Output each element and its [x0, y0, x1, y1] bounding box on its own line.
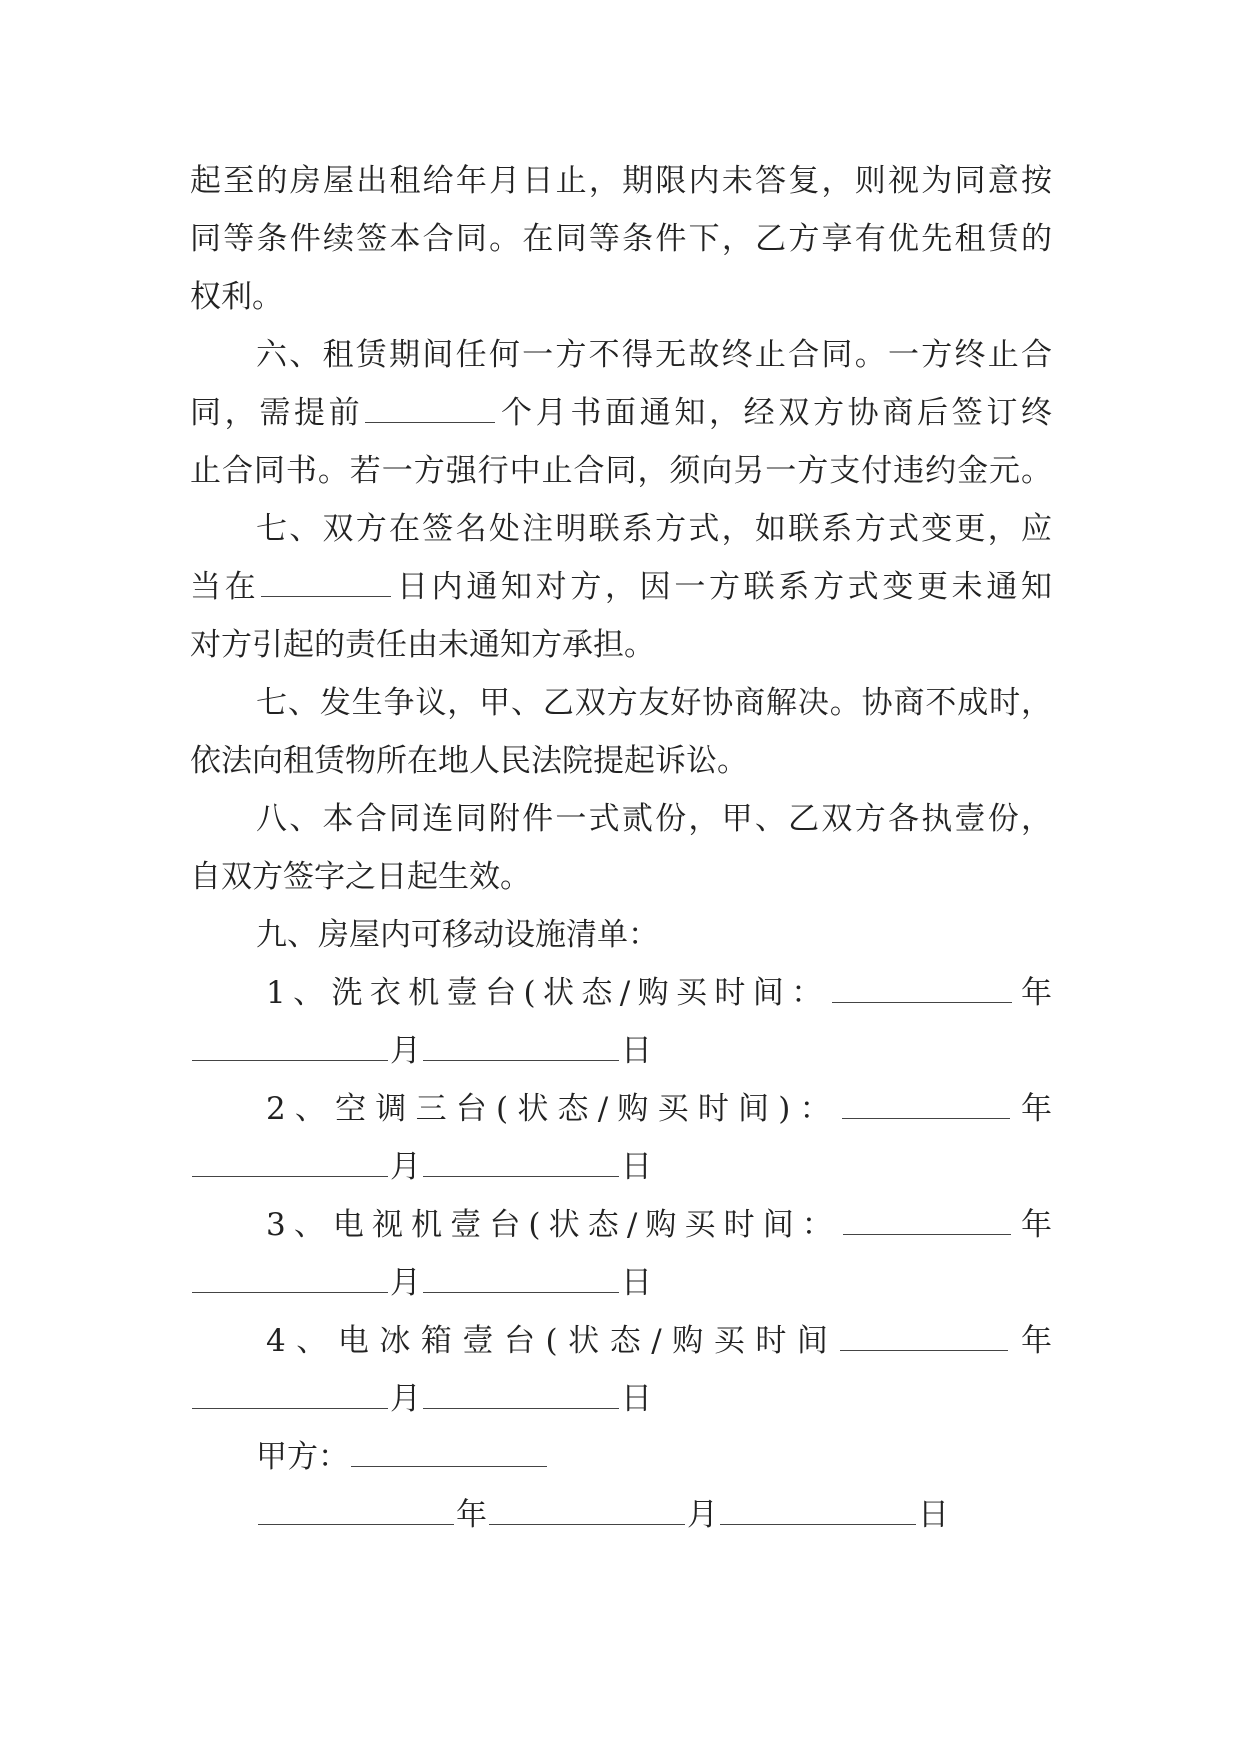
- item-2-day-label: 日: [621, 1149, 652, 1185]
- item-1-text: 1、洗衣机壹台(状态/购买时间：: [266, 975, 830, 1011]
- clause-6-text-a: 同，需提前: [190, 395, 364, 431]
- clause-7-line-3: 对方引起的责任由未通知方承担。: [190, 627, 655, 663]
- item-3-month-label: 月: [390, 1265, 421, 1301]
- item-1-month-blank: [192, 1038, 388, 1061]
- signing-year-blank: [258, 1502, 454, 1525]
- item-2-year-label: 年: [1011, 1091, 1052, 1127]
- item-4-day-blank: [423, 1386, 619, 1409]
- item-1-line-2: [190, 1022, 1052, 1080]
- clause-7-line-1: 七、双方在签名处注明联系方式，如联系方式变更，应: [256, 511, 1052, 547]
- item-3-year-blank: [843, 1212, 1011, 1235]
- item-2-month-blank: [192, 1154, 388, 1177]
- item-4-year-blank: [840, 1328, 1008, 1351]
- clause-6-text-b: 个月书面通知，经双方协商后签订终: [497, 395, 1052, 431]
- item-3-text: 3、电视机壹台(状态/购买时间：: [266, 1207, 841, 1243]
- signing-month-label: 月: [687, 1497, 718, 1533]
- item-3-line-1: [266, 1196, 1052, 1254]
- item-4-year-label: 年: [1010, 1323, 1052, 1359]
- party-a-line: [256, 1428, 1052, 1486]
- clause-5-line-3: 权利。: [190, 279, 283, 315]
- party-a-blank: [351, 1444, 547, 1467]
- item-4-day-label: 日: [621, 1381, 652, 1417]
- party-a-label: 甲方：: [256, 1439, 349, 1475]
- item-2-month-label: 月: [390, 1149, 421, 1185]
- clause-5-line-2: 同等条件续签本合同。在同等条件下，乙方享有优先租赁的: [190, 221, 1052, 257]
- signing-year-label: 年: [456, 1497, 487, 1533]
- signing-month-blank: [489, 1502, 685, 1525]
- clause-7-text-b: 日内通知对方，因一方联系方式变更未通知: [393, 569, 1052, 605]
- item-4-text: 4、电冰箱壹台(状态/购买时间: [266, 1323, 839, 1359]
- signing-day-label: 日: [918, 1497, 949, 1533]
- clause-5-line-1: 起至的房屋出租给年月日止，期限内未答复，则视为同意按: [190, 163, 1052, 199]
- item-1-year-label: 年: [1013, 975, 1052, 1011]
- item-3-day-blank: [423, 1270, 619, 1293]
- clause-7-line-2: [190, 558, 1052, 616]
- item-1-month-label: 月: [390, 1033, 421, 1069]
- item-1-day-blank: [423, 1038, 619, 1061]
- item-4-month-blank: [192, 1386, 388, 1409]
- item-2-text: 2、空调三台(状态/购买时间)：: [266, 1091, 840, 1127]
- item-2-day-blank: [423, 1154, 619, 1177]
- clause-7b-line-1: 七、发生争议，甲、乙双方友好协商解决。协商不成时，: [256, 685, 1052, 721]
- signing-day-blank: [720, 1502, 916, 1525]
- clause-6-line-1: 六、租赁期间任何一方不得无故终止合同。一方终止合: [256, 337, 1052, 373]
- item-3-day-label: 日: [621, 1265, 652, 1301]
- clause-6-line-3: 止合同书。若一方强行中止合同，须向另一方支付违约金元。: [190, 453, 1052, 489]
- item-4-month-label: 月: [390, 1381, 421, 1417]
- item-4-line-2: [190, 1370, 1052, 1428]
- clause-7b-line-2: 依法向租赁物所在地人民法院提起诉讼。: [190, 743, 748, 779]
- clause-6-line-2: [190, 384, 1052, 442]
- item-1-year-blank: [832, 980, 1012, 1003]
- clause-7-text-a: 当在: [190, 569, 260, 605]
- item-3-year-label: 年: [1012, 1207, 1052, 1243]
- item-2-line-2: [190, 1138, 1052, 1196]
- signing-date-line: [256, 1486, 956, 1544]
- item-3-month-blank: [192, 1270, 388, 1293]
- clause-8-line-1: 八、本合同连同附件一式贰份，甲、乙双方各执壹份，: [256, 801, 1052, 837]
- item-3-line-2: [190, 1254, 1052, 1312]
- item-1-day-label: 日: [621, 1033, 652, 1069]
- notice-months-blank: [365, 400, 495, 423]
- item-4-line-1: [266, 1312, 1052, 1370]
- item-1-line-1: [266, 964, 1052, 1022]
- item-2-year-blank: [842, 1096, 1010, 1119]
- clause-8-line-2: 自双方签字之日起生效。: [190, 859, 531, 895]
- clause-9-heading: 九、房屋内可移动设施清单：: [256, 917, 659, 953]
- item-2-line-1: [266, 1080, 1052, 1138]
- notice-days-blank: [261, 574, 391, 597]
